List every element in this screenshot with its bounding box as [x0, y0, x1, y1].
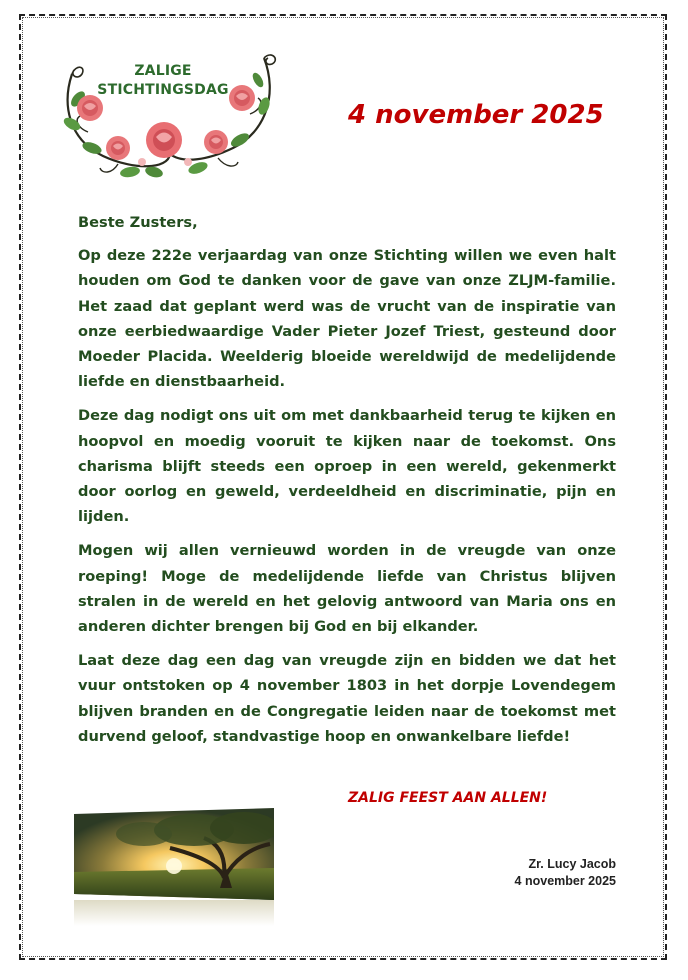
logo-title-line1: ZALIGE: [134, 63, 192, 79]
letter-paragraph: Op deze 222e verjaardag van onze Stichting willen we even halt houden om God te danken voor de gave van onze ZLJM-familie. Het zaad dat geplant werd was de vrucht van de inspiratie van onze eerbiedwaardige Vader Pieter Jozef Triest, gesteund door Moeder Placida. Weelderig bloeide wereldwijd de medelijdende liefde en dienstbaarheid.: [78, 247, 616, 391]
header-date: 4 november 2025: [348, 100, 604, 130]
letter-greeting: Beste Zusters,: [78, 214, 198, 231]
letter-body: [78, 210, 616, 758]
signature-date: 4 november 2025: [514, 874, 616, 888]
sunrise-tree-photo: [74, 808, 274, 900]
signature-block: [420, 856, 616, 890]
rose-icon: [204, 130, 228, 154]
letter-paragraph: Mogen wij allen vernieuwd worden in de vreugde van onze roeping! Moge de medelijdende liefde van Christus blijven stralen in de wereld en het gelovig antwoord van Maria ons en anderen dichter brengen bij God en bij elkander.: [78, 542, 616, 636]
logo-title: [58, 62, 268, 100]
rose-wreath-logo: [58, 44, 280, 184]
rose-icon: [146, 122, 182, 158]
letter-paragraph: Laat deze dag een dag van vreugde zijn en bidden we dat het vuur ontstoken op 4 november 1803 in het dorpje Lovendegem blijven branden en de Congregatie leiden naar de toekomst met durvend geloof, standvastige hoop en onwankelbare liefde!: [78, 652, 616, 745]
closing-greeting: ZALIG FEEST AAN ALLEN!: [348, 790, 548, 806]
rose-icon: [106, 136, 130, 160]
tree-landscape-image: [74, 808, 274, 900]
signature-name: Zr. Lucy Jacob: [528, 857, 616, 871]
logo-title-line2: STICHTINGSDAG: [97, 82, 229, 98]
photo-reflection: [74, 900, 274, 926]
letter-paragraph: Deze dag nodigt ons uit om met dankbaarheid terug te kijken en hoopvol en moedig vooruit te kijken naar de toekomst. Ons charisma blijft steeds een oproep in een wereld, gekenmerkt door oorlog en geweld, verdeeldheid en discriminatie, pijn en lijden.: [78, 407, 616, 526]
